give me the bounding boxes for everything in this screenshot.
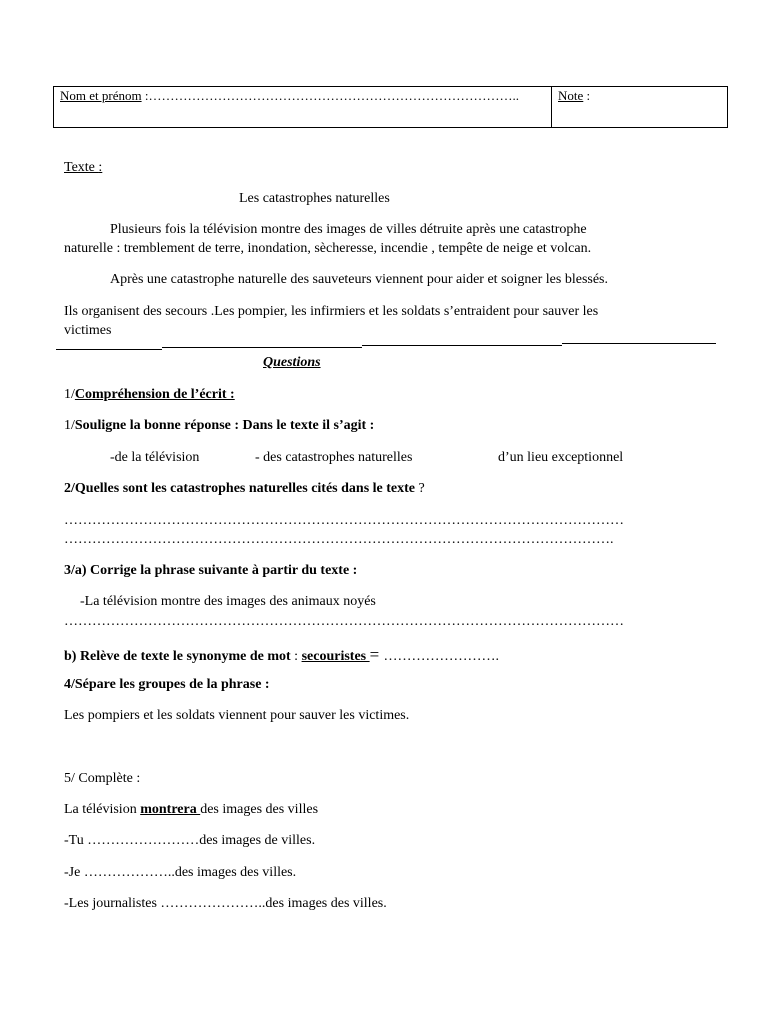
paragraph-3-line-1: Ils organisent des secours .Les pompier, les infirmiers et les soldats s’entraident pour sauver les <box>64 304 599 319</box>
text-label <box>64 161 102 175</box>
question-3b-colon: : <box>290 649 302 664</box>
separator-line-2 <box>162 347 362 348</box>
question-3a: 3/a) Corrige la phrase suivante à partir du texte : <box>64 563 358 578</box>
question-5-example <box>64 803 318 817</box>
question-3a-sentence: -La télévision montre des images des animaux noyés <box>80 594 376 609</box>
question-2-text: 2/Quelles sont les catastrophes naturelles cités dans le texte <box>64 481 416 496</box>
section-1-title: Compréhension de l’écrit : <box>74 387 235 402</box>
question-5-example-post: des images des villes <box>200 802 319 817</box>
question-5-example-pre: La télévision <box>64 802 141 817</box>
question-4: 4/Sépare les groupes de la phrase : <box>64 677 270 692</box>
question-3b-word: secouristes <box>301 649 370 664</box>
question-3b-text: b) Relève de texte le synonyme de mot <box>64 649 291 664</box>
question-2-answer-line-1[interactable]: ………………………………………………………………………………………………………… <box>64 513 624 528</box>
header-box <box>53 86 728 128</box>
paragraph-2: Après une catastrophe naturelle des sauveteurs viennent pour aider et soigner les blessés. <box>110 272 608 287</box>
note-field <box>558 89 590 102</box>
paragraph-3-line-2: victimes <box>64 323 112 338</box>
question-1-prefix: 1/ <box>64 418 75 433</box>
question-2 <box>64 482 425 496</box>
question-1 <box>64 419 374 433</box>
question-5: 5/ Complète : <box>64 771 141 786</box>
question-5-example-verb: montrera <box>140 802 201 817</box>
question-3b-equals: = <box>369 645 384 664</box>
text-label-word: Texte <box>64 160 99 175</box>
question-2-mark: ? <box>415 481 425 496</box>
note-label: Note <box>558 88 584 103</box>
section-1-heading <box>64 388 235 402</box>
text-title: Les catastrophes naturelles <box>239 191 390 206</box>
question-5-line-je[interactable]: -Je ………………..des images des villes. <box>64 865 297 880</box>
separator-line-3 <box>362 345 562 346</box>
question-1-option-1[interactable]: -de la télévision <box>110 450 200 465</box>
question-3a-answer-line[interactable]: ………………………………………………………………………………………………………… <box>64 614 624 629</box>
question-5-line-journalistes[interactable]: -Les journalistes …………………..des images des villes. <box>64 896 387 911</box>
paragraph-1-line-2: naturelle : tremblement de terre, inondation, sècheresse, incendie , tempête de neige et volcan. <box>64 241 592 256</box>
question-2-answer-line-2[interactable]: ………………………………………………………………………………………………………. <box>64 532 614 547</box>
separator-line-4 <box>562 343 716 344</box>
question-1-option-2[interactable]: - des catastrophes naturelles <box>255 450 413 465</box>
header-divider <box>551 87 552 127</box>
question-3b <box>64 646 499 664</box>
separator-line-1 <box>56 349 162 350</box>
question-3b-answer-line[interactable]: ……………………. <box>383 649 499 664</box>
question-4-sentence: Les pompiers et les soldats viennent pour sauver les victimes. <box>64 708 410 723</box>
text-label-colon: : <box>98 160 103 175</box>
note-colon: : <box>583 88 591 103</box>
questions-heading: Questions <box>263 355 321 370</box>
paragraph-1-line-1: Plusieurs fois la télévision montre des images de villes détruite après une catastrophe <box>110 222 587 237</box>
name-dots: ………………………………………………………………………….. <box>148 88 519 103</box>
name-label: Nom et prénom <box>60 88 142 103</box>
question-1-text: Souligne la bonne réponse : Dans le texte il s’agit : <box>74 418 375 433</box>
section-1-prefix: 1/ <box>64 387 75 402</box>
name-field <box>60 89 519 102</box>
question-1-option-3[interactable]: d’un lieu exceptionnel <box>498 450 624 465</box>
name-colon: : <box>141 88 149 103</box>
question-5-line-tu[interactable]: -Tu ……………………des images de villes. <box>64 833 316 848</box>
